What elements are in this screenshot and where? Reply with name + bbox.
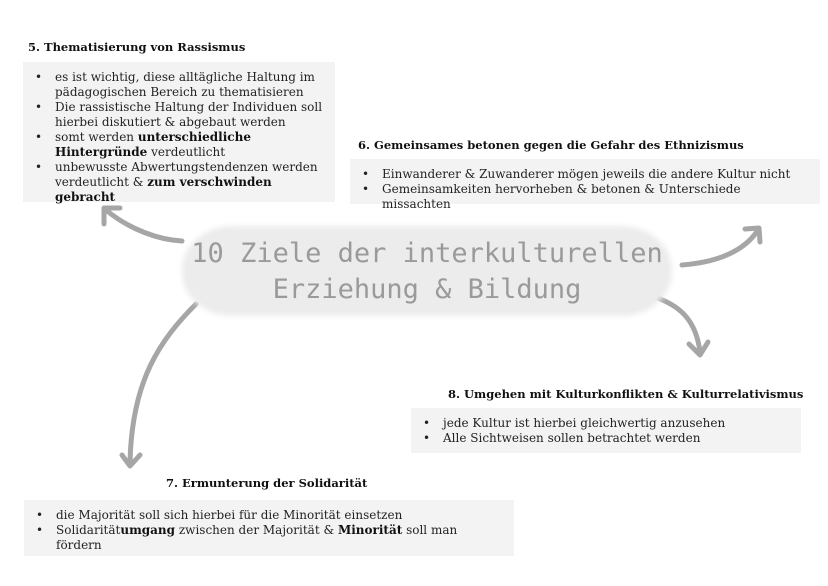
section-7-heading: 7. Ermunterung der Solidarität — [166, 476, 368, 490]
center-title — [186, 236, 668, 308]
item-text: jede Kultur ist hierbei gleichwertig anzusehen — [443, 416, 726, 430]
section-7-box — [24, 500, 514, 556]
emphasized-text: Minorität — [337, 523, 403, 537]
item-text: Die rassistische Haltung der Individuen soll hierbei diskutiert & abgebaut werden — [55, 100, 323, 129]
list-item — [29, 70, 325, 100]
item-text: Solidarität — [56, 523, 121, 537]
item-text: zwischen der Majorität & — [175, 523, 338, 537]
list-item — [29, 100, 325, 130]
emphasized-text: umgang — [120, 523, 176, 537]
section-5-box — [23, 62, 335, 202]
section-6-heading: 6. Gemeinsames betonen gegen die Gefahr des Ethnizismus — [358, 138, 744, 152]
list-item — [30, 508, 504, 523]
list-item — [29, 130, 325, 160]
section-7-list — [30, 508, 504, 553]
arrow-to-section-7 — [130, 304, 196, 462]
list-item — [30, 523, 504, 553]
item-text: soll man fördern — [56, 523, 458, 552]
list-item — [417, 431, 791, 446]
arrow-to-section-5 — [106, 210, 182, 241]
item-text: die Majorität soll sich hierbei für die Minorität einsetzen — [56, 508, 403, 522]
emphasized-text: zum verschwinden gebracht — [55, 175, 272, 204]
item-text: Einwanderer & Zuwanderer mögen jeweils die andere Kultur nicht — [382, 167, 791, 181]
center-title-line-2: Erziehung & Bildung — [272, 274, 582, 305]
center-title-line-1: 10 Ziele der interkulturellen — [191, 238, 663, 269]
section-6-box — [350, 159, 820, 211]
section-8-list — [417, 416, 791, 446]
item-text: verdeutlicht — [147, 145, 226, 159]
item-text: es ist wichtig, diese alltägliche Haltung im pädagogischen Bereich zu thematisieren — [55, 70, 315, 99]
emphasized-text: unterschiedliche Hintergründe — [55, 130, 251, 159]
list-item — [417, 416, 791, 431]
item-text: Alle Sichtweisen sollen betrachtet werden — [443, 431, 701, 445]
item-text: unbewusste Abwertungstendenzen werden verdeutlicht & — [55, 160, 318, 189]
item-text: somt werden — [55, 130, 138, 144]
arrow-to-section-6 — [682, 230, 758, 265]
section-5-list — [29, 70, 325, 205]
section-8-heading: 8. Umgehen mit Kulturkonflikten & Kulturrelativismus — [448, 387, 804, 401]
list-item — [356, 167, 810, 182]
item-text: Gemeinsamkeiten hervorheben & betonen & Unterschiede missachten — [382, 182, 741, 211]
list-item — [29, 160, 325, 205]
section-8-box — [411, 408, 801, 453]
list-item — [356, 182, 810, 212]
section-6-list — [356, 167, 810, 212]
section-5-heading: 5. Thematisierung von Rassismus — [28, 40, 246, 54]
